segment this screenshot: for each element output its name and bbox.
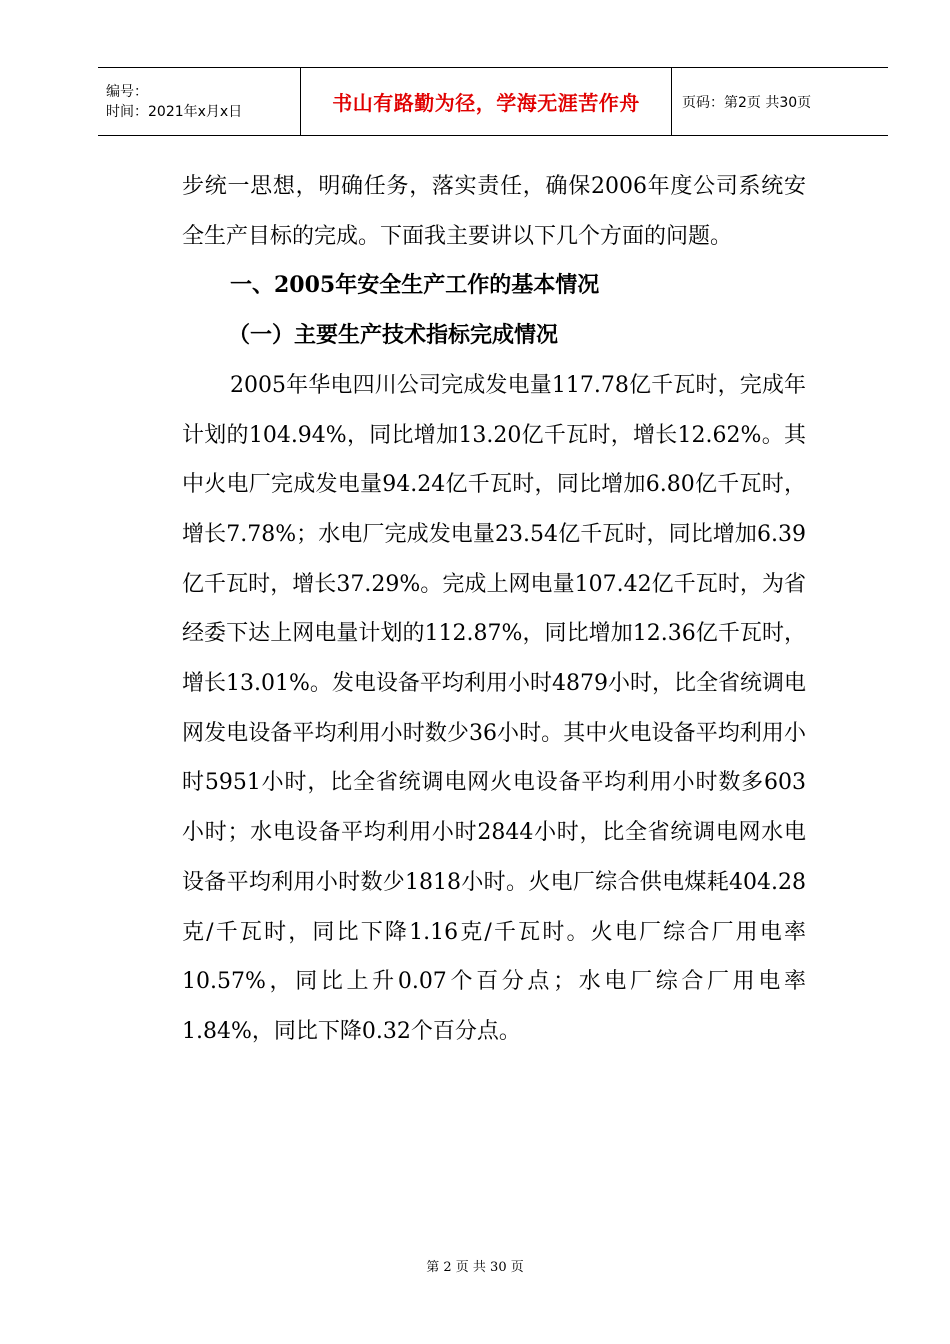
main-paragraph: 2005年华电四川公司完成发电量117.78亿千瓦时，完成年计划的104.94%，同比增加13.20亿千瓦时，增长12.62%。其中火电厂完成发电量94.24亿千瓦时，同比增加6.80亿千瓦时，增长7.78%；水电厂完成发电量23.54亿千瓦时，同比增加6.39亿千瓦时，增长37.29%。完成上网电量107.42亿千瓦时，为省经委下达上网电量计划的112.87%，同比增加12.36亿千瓦时，增长13.01%。发电设备平均利用小时4879小时，比全省统调电网发电设备平均利用小时数少36小时。其中火电设备平均利用小时5951小时，比全省统调电网火电设备平均利用小时数多603小时；水电设备平均利用小时2844小时，比全省统调电网水电设备平均利用小时数少1818小时。火电厂综合供电煤耗404.28克/千瓦时，同比下降1.16克/千瓦时。火电厂综合厂用电率10.57%，同比上升0.07个百分点；水电厂综合厂用电率1.84%，同比下降0.32个百分点。	[182, 372, 806, 1044]
document-body	[182, 162, 806, 1057]
document-number-label: 编号：	[106, 83, 148, 100]
intro-paragraph: 步统一思想，明确任务，落实责任，确保2006年度公司系统安全生产目标的完成。下面我主要讲以下几个方面的问题。	[182, 174, 806, 249]
document-time-label: 时间：2021年x月x日	[106, 103, 243, 120]
page-footer: 第 2 页 共 30 页	[426, 1260, 524, 1275]
header-page-info: 页码：第2页 共30页	[682, 94, 812, 111]
page-header	[98, 67, 888, 136]
subsection-heading: （一）主要生产技术指标完成情况	[228, 322, 559, 349]
header-meta	[98, 68, 300, 135]
header-motto-cell	[300, 68, 672, 135]
section-heading: 一、2005年安全生产工作的基本情况	[230, 272, 600, 299]
header-motto: 书山有路勤为径，学海无涯苦作舟	[332, 91, 640, 115]
header-page-info-cell	[672, 68, 888, 135]
